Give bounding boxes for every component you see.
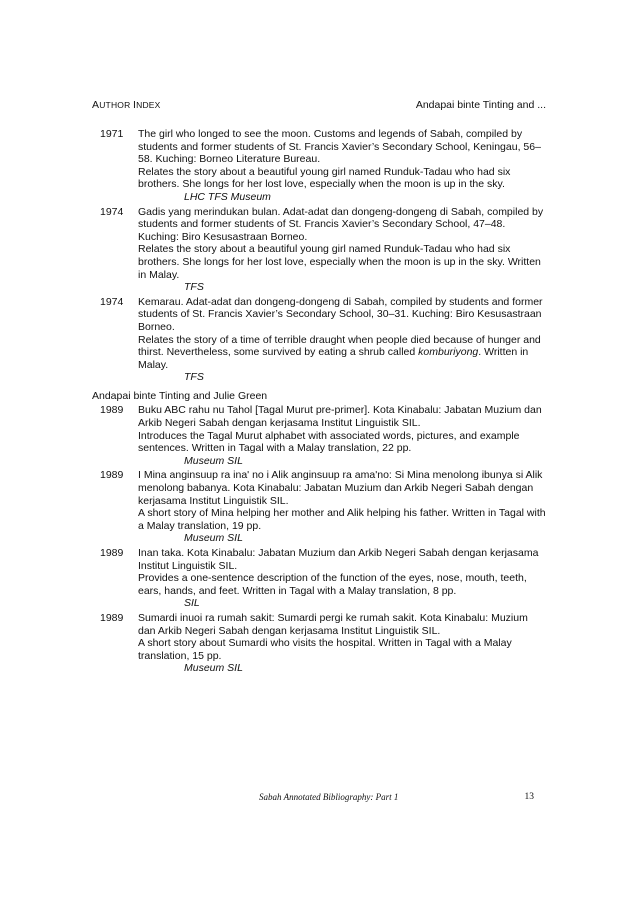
- bibliography-entry: [92, 547, 546, 610]
- entry-citation: Inan taka. Kota Kinabalu: Jabatan Muzium dan Arkib Negeri Sabah dengan kerjasama Institut Linguistik SIL.: [138, 547, 539, 572]
- entry-description: Provides a one-sentence description of the function of the eyes, nose, mouth, teeth, ears, hands, and feet. Written in Tagal with a Malay translation, 8 pp.: [138, 572, 527, 597]
- section-label-rest-a: UTHOR: [99, 100, 133, 110]
- bibliography-entry: [92, 296, 546, 384]
- entry-citation: Sumardi inuoi ra rumah sakit: Sumardi pergi ke rumah sakit. Kota Kinabalu: Muzium dan Arkib Negeri Sabah dengan kerjasama Institut Linguistik SIL.: [138, 611, 528, 637]
- section-label-initial-i: I: [133, 99, 137, 111]
- entry-description: Introduces the Tagal Murut alphabet with associated words, pictures, and example sentences. Written in Tagal with a Malay translation, 22 pp.: [138, 429, 520, 455]
- section-label: [92, 99, 161, 111]
- entry-location: TFS: [184, 371, 204, 384]
- entry-year: 1974: [100, 295, 124, 308]
- entry-year: 1974: [100, 205, 124, 218]
- entry-description: [138, 334, 546, 372]
- entry-description: A short story about Sumardi who visits the hospital. Written in Tagal with a Malay translation, 15 pp.: [138, 637, 512, 662]
- entry-description-italic-term: komburiyong: [418, 346, 479, 359]
- entry-year: 1989: [100, 469, 124, 482]
- header-author-range: Andapai binte Tinting and ...: [415, 99, 546, 111]
- entry-citation: Gadis yang merindukan bulan. Adat-adat dan dongeng-dongeng di Sabah, compiled by students and former students of St. Francis Xavier’s Secondary School, 47–48. Kuching: Biro Kesusastraan Borneo.: [138, 205, 544, 243]
- entry-description-text-end: . Written in Malay.: [138, 346, 529, 371]
- bibliography-entry: [92, 128, 546, 204]
- entry-location: Museum SIL: [184, 454, 243, 467]
- entry-location: Museum SIL: [184, 532, 243, 545]
- entry-location: LHC TFS Museum: [184, 190, 271, 203]
- section-label-rest-i: NDEX: [136, 100, 161, 110]
- entry-description: Relates the story about a beautiful young girl named Runduk-Tadau who had six brothers. She longs for her lost love, especially when the moon is up in the sky. Written in Malay.: [138, 243, 541, 281]
- author-heading: Andapai binte Tinting and Julie Green: [92, 389, 268, 402]
- entry-location: Museum SIL: [184, 662, 243, 675]
- entry-year: 1989: [100, 611, 124, 624]
- entry-description: Relates the story about a beautiful young girl named Runduk-Tadau who had six brothers. She longs for her lost love, especially when the moon is up in the sky.: [138, 165, 511, 191]
- section-label-initial-a: A: [92, 99, 100, 111]
- entry-location: TFS: [184, 281, 204, 294]
- entry-citation: Buku ABC rahu nu Tahol [Tagal Murut pre-primer]. Kota Kinabalu: Jabatan Muzium dan Arkib Negeri Sabah dengan kerjasama Institut Linguistik SIL.: [138, 404, 542, 430]
- bibliography-entry: [92, 469, 546, 545]
- bibliography-entry: [92, 404, 546, 467]
- entry-location: SIL: [184, 597, 200, 610]
- entry-year: 1989: [100, 404, 124, 417]
- entry-citation: The girl who longed to see the moon. Customs and legends of Sabah, compiled by students and former students of St. Francis Xavier’s Secondary School, Keningau, 56–58. Kuching: Borneo Literature Bureau.: [138, 128, 541, 166]
- bibliography-content: [92, 128, 546, 677]
- page-number: 13: [524, 792, 534, 802]
- entry-citation: I Mina anginsuup ra ina' no i Alik anginsuup ra ama'no: Si Mina menolong ibunya si Alik menolong babanya. Kota Kinabalu: Jabatan Muzium dan Arkib Negeri Sabah dengan kerjasama Institut Linguistik SIL.: [138, 469, 543, 507]
- entry-citation: Kemarau. Adat-adat dan dongeng-dongeng di Sabah, compiled by students and former students of St. Francis Xavier’s Secondary School, 30–31. Kuching: Biro Kesusastraan Borneo.: [138, 295, 543, 333]
- entry-year: 1971: [100, 128, 124, 140]
- entry-description-text: Relates the story of a time of terrible draught when people died because of hunger and thirst. Nevertheless, some survived by eating a shrub called: [138, 333, 541, 359]
- bibliography-entry: [92, 206, 546, 294]
- entry-year: 1989: [100, 547, 124, 559]
- entry-description: A short story of Mina helping her mother and Alik helping his father. Written in Tagal with a Malay translation, 19 pp.: [138, 507, 546, 532]
- bibliography-entry: [92, 612, 546, 675]
- footer-title: Sabah Annotated Bibliography: Part 1: [259, 792, 399, 802]
